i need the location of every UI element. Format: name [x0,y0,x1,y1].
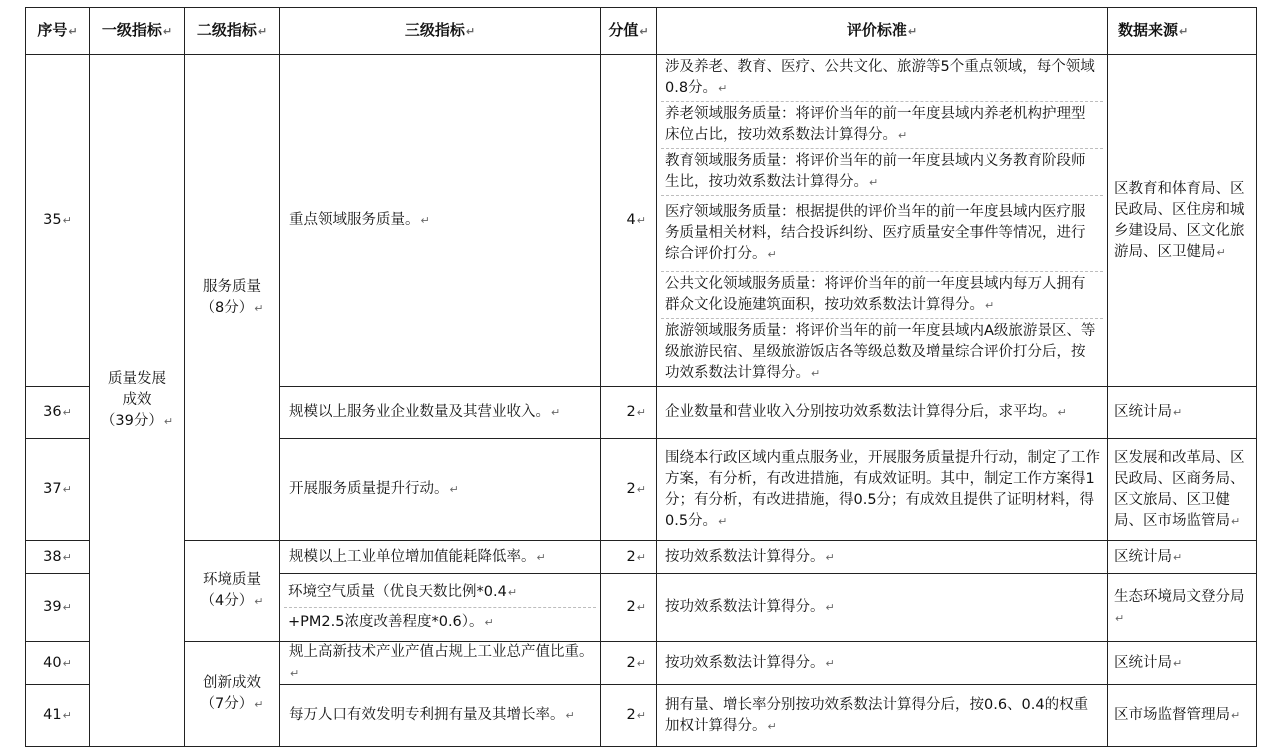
source-cell: 生态环境局文登分局 ↵ [1108,574,1257,642]
score-cell: 4 ↵ [601,55,657,387]
criteria-cell: 围绕本行政区域内重点服务业，开展服务质量提升行动，制定了工作方案，有分析，有改进措施，有成效证明。其中，制定工作方案得1分；有分析，有改进措施，得0.5分；有成效且提供了证明材料，得0.5分。 ↵ [657,439,1108,541]
score-cell: 2 ↵ [601,439,657,541]
criteria-cell: 按功效系数法计算得分。 ↵ [657,642,1108,685]
table-row-35 [26,55,1257,387]
score-cell: 2 ↵ [601,387,657,439]
indicator-text: +PM2.5浓度改善程度*0.6）。 ↵ [284,608,596,637]
header-row [26,8,1257,55]
criteria-cell: 按功效系数法计算得分。 ↵ [657,574,1108,642]
score-cell: 2 ↵ [601,541,657,574]
indicator-cell [280,574,601,642]
table-row-40 [26,642,1257,685]
level2-service: 服务质量 （8分） ↵ [185,55,280,541]
indicator-text: 规模以上服务业企业数量及其营业收入。 ↵ [280,387,601,439]
indicator-text: 重点领域服务质量。 ↵ [280,55,601,387]
criteria-cell [657,55,1108,387]
level1-cell: 质量发展 成效 （39分） ↵ [90,55,185,747]
header-criteria: 评价标准 ↵ [657,8,1108,55]
source-cell: 区统计局 ↵ [1108,387,1257,439]
indicator-text: 每万人口有效发明专利拥有量及其增长率。 ↵ [280,685,601,747]
row-number: 39 ↵ [26,574,90,642]
row-number: 37 ↵ [26,439,90,541]
criteria-item: 涉及养老、教育、医疗、公共文化、旅游等5个重点领域，每个领域0.8分。 ↵ [661,55,1103,102]
level2-innov: 创新成效 （7分） ↵ [185,642,280,747]
indicator-text: 规上高新技术产业产值占规上工业总产值比重。 ↵ [280,642,601,685]
criteria-item: 教育领域服务质量：将评价当年的前一年度县域内义务教育阶段师生比，按功效系数法计算得分。 ↵ [661,149,1103,196]
row-number: 40 ↵ [26,642,90,685]
indicator-text: 环境空气质量（优良天数比例*0.4 ↵ [284,578,596,608]
header-source: 数据来源 ↵ [1108,8,1257,55]
indicator-text: 规模以上工业单位增加值能耗降低率。 ↵ [280,541,601,574]
header-level2: 二级指标 ↵ [185,8,280,55]
source-cell: 区统计局 ↵ [1108,642,1257,685]
level2-env: 环境质量 （4分） ↵ [185,541,280,642]
source-cell: 区市场监督管理局 ↵ [1108,685,1257,747]
source-cell: 区发展和改革局、区民政局、区商务局、区文旅局、区卫健局、区市场监管局 ↵ [1108,439,1257,541]
row-number: 38 ↵ [26,541,90,574]
source-cell: 区教育和体育局、区民政局、区住房和城乡建设局、区文化旅游局、区卫健局 ↵ [1108,55,1257,387]
criteria-item: 公共文化领域服务质量：将评价当年的前一年度县域内每万人拥有群众文化设施建筑面积，按功效系数法计算得分。 ↵ [661,272,1103,319]
header-level1: 一级指标 ↵ [90,8,185,55]
criteria-item: 旅游领域服务质量：将评价当年的前一年度县域内A级旅游景区、等级旅游民宿、星级旅游饭店各等级总数及增量综合评价打分后，按功效系数法计算得分。 ↵ [661,319,1103,386]
indicator-text: 开展服务质量提升行动。 ↵ [280,439,601,541]
criteria-item: 医疗领域服务质量：根据提供的评价当年的前一年度县域内医疗服务质量相关材料，结合投诉纠纷、医疗质量安全事件等情况，进行综合评价打分。 ↵ [661,196,1103,272]
criteria-item: 养老领域服务质量：将评价当年的前一年度县域内养老机构护理型床位占比，按功效系数法计算得分。 ↵ [661,102,1103,149]
header-level3: 三级指标 ↵ [280,8,601,55]
evaluation-table [25,7,1257,747]
score-cell: 2 ↵ [601,642,657,685]
row-number: 35 ↵ [26,55,90,387]
criteria-cell: 按功效系数法计算得分。 ↵ [657,541,1108,574]
header-score: 分值 ↵ [601,8,657,55]
criteria-cell: 拥有量、增长率分别按功效系数法计算得分后，按0.6、0.4的权重加权计算得分。 ↵ [657,685,1108,747]
source-cell: 区统计局 ↵ [1108,541,1257,574]
header-seq: 序号 ↵ [26,8,90,55]
row-number: 36 ↵ [26,387,90,439]
criteria-cell: 企业数量和营业收入分别按功效系数法计算得分后，求平均。 ↵ [657,387,1108,439]
score-cell: 2 ↵ [601,685,657,747]
table-row-38 [26,541,1257,574]
score-cell: 2 ↵ [601,574,657,642]
row-number: 41 ↵ [26,685,90,747]
